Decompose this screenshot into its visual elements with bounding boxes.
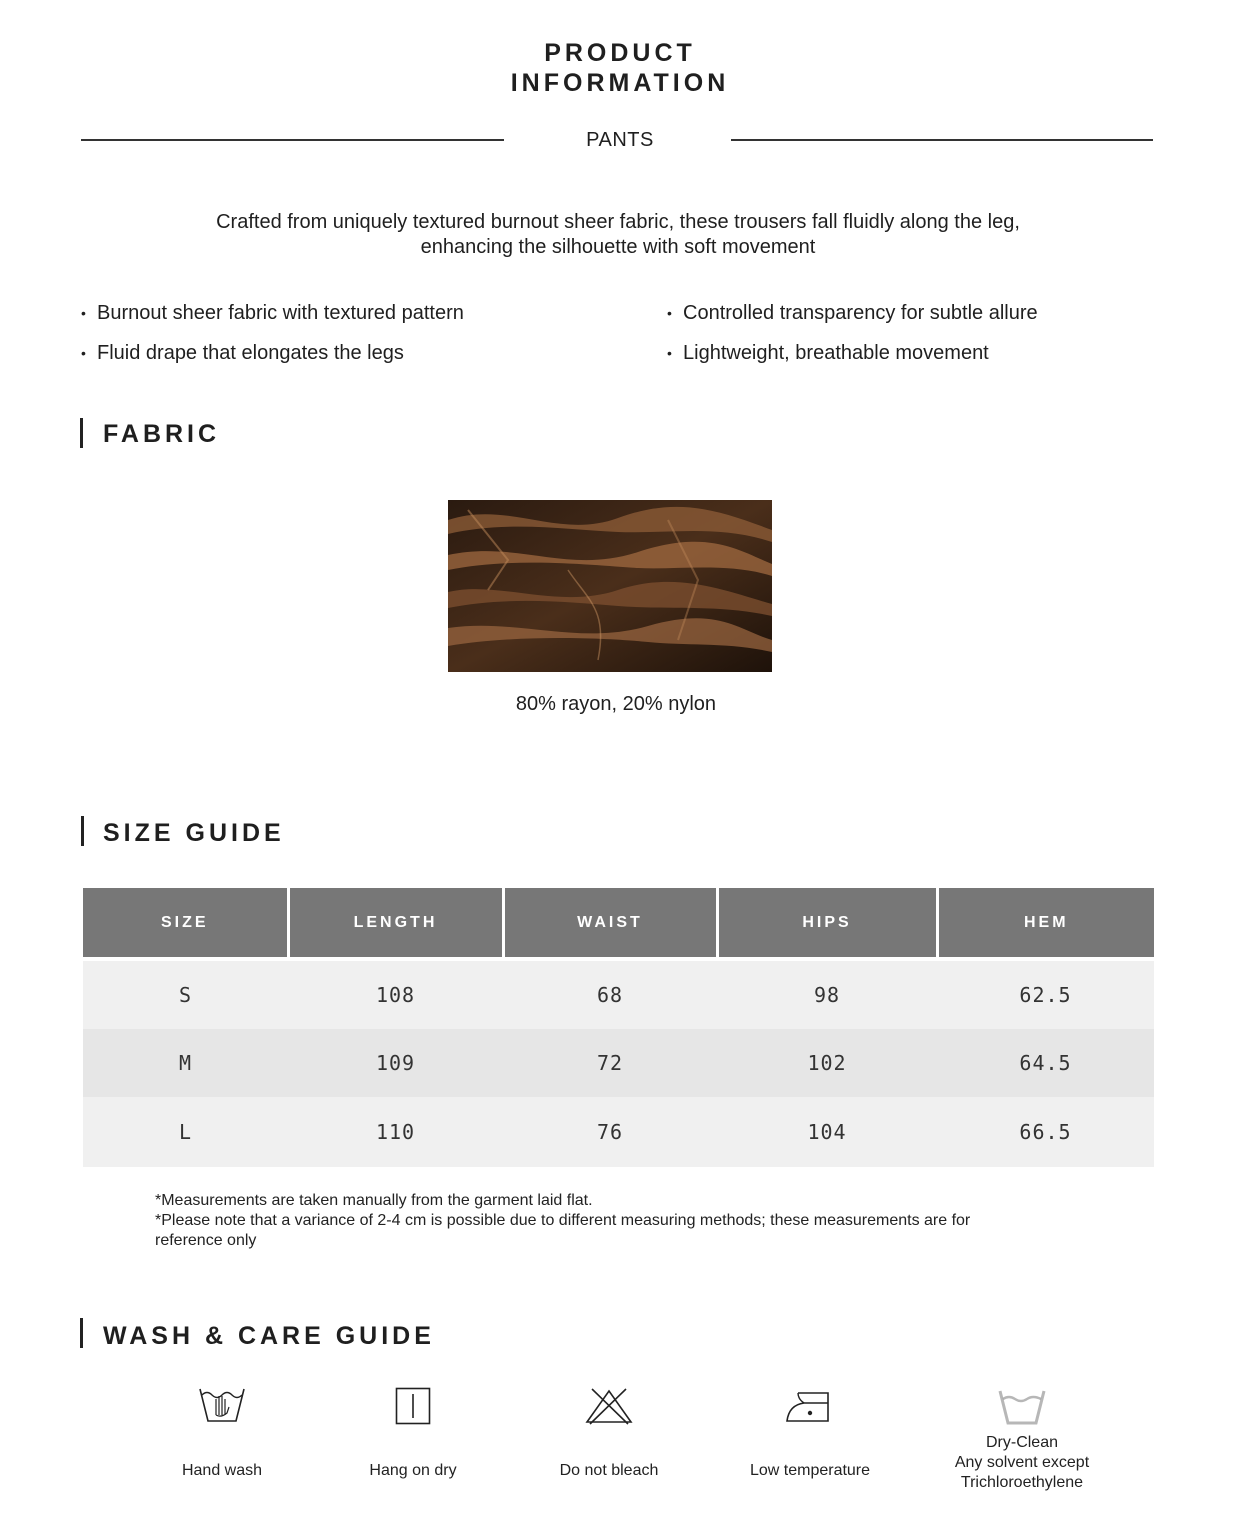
care-label: Hang on dry <box>369 1462 457 1479</box>
table-cell: 66.5 <box>937 1097 1154 1167</box>
table-cell: 108 <box>288 961 503 1029</box>
feature-text: Controlled transparency for subtle allure <box>683 302 1038 324</box>
care-label: Hand wash <box>181 1462 263 1479</box>
table-header-row <box>83 888 1154 957</box>
fabric-swatch-graphic <box>448 500 772 672</box>
table-cell: L <box>83 1097 288 1167</box>
bullet-icon: • <box>667 305 672 321</box>
fabric-heading: FABRIC <box>103 420 221 448</box>
note-line: *Measurements are taken manually from the garment laid flat. <box>155 1192 593 1209</box>
table-cell: 110 <box>288 1097 503 1167</box>
fabric-swatch-image <box>448 500 772 672</box>
feature-item <box>81 341 404 365</box>
divider-right <box>731 139 1153 141</box>
size-table <box>83 888 1154 1167</box>
care-item-hand-wash <box>132 1385 312 1481</box>
hand-wash-icon <box>197 1385 247 1427</box>
table-cell: 62.5 <box>937 961 1154 1029</box>
fabric-composition: 80% rayon, 20% nylon <box>515 693 717 715</box>
care-item-hang-dry <box>323 1387 503 1481</box>
care-label: Any solvent except <box>954 1454 1090 1471</box>
note-line: reference only <box>155 1232 257 1249</box>
feature-item <box>667 341 989 365</box>
section-marker <box>80 418 83 448</box>
bullet-icon: • <box>81 305 86 321</box>
feature-item <box>667 301 1038 325</box>
section-marker <box>81 816 84 846</box>
feature-item <box>81 301 464 325</box>
care-label: Trichloroethylene <box>960 1474 1084 1491</box>
column-header-length: LENGTH <box>288 888 503 957</box>
section-marker <box>80 1318 83 1348</box>
iron-low-icon <box>784 1387 836 1425</box>
description-line1: Crafted from uniquely textured burnout sheer fabric, these trousers fall fluidly along the leg, <box>216 211 1020 233</box>
table-cell: 76 <box>503 1097 717 1167</box>
column-header-waist: WAIST <box>503 888 717 957</box>
table-cell: M <box>83 1029 288 1097</box>
size-guide-heading: SIZE GUIDE <box>103 819 285 847</box>
feature-text: Fluid drape that elongates the legs <box>97 342 404 364</box>
bullet-icon: • <box>81 345 86 361</box>
do-not-bleach-icon <box>584 1387 634 1425</box>
table-cell: 64.5 <box>937 1029 1154 1097</box>
table-row <box>83 1097 1154 1167</box>
page-title-line2: INFORMATION <box>510 69 730 97</box>
column-header-size: SIZE <box>83 888 288 957</box>
measurement-notes <box>155 1191 1035 1251</box>
feature-text: Lightweight, breathable movement <box>683 342 989 364</box>
care-label: Dry-Clean <box>985 1434 1058 1451</box>
care-item-no-bleach <box>519 1387 699 1481</box>
bullet-icon: • <box>667 345 672 361</box>
table-cell: 98 <box>717 961 937 1029</box>
table-row <box>83 961 1154 1029</box>
table-cell: 109 <box>288 1029 503 1097</box>
table-cell: 72 <box>503 1029 717 1097</box>
table-cell: 68 <box>503 961 717 1029</box>
table-cell: S <box>83 961 288 1029</box>
description-line2: enhancing the silhouette with soft movement <box>420 236 816 258</box>
care-item-iron-low <box>720 1387 900 1481</box>
page-title <box>0 38 1240 98</box>
table-cell: 104 <box>717 1097 937 1167</box>
care-guide-heading: WASH & CARE GUIDE <box>103 1322 435 1350</box>
care-item-dry-clean <box>932 1387 1112 1493</box>
column-header-hips: HIPS <box>717 888 937 957</box>
feature-text: Burnout sheer fabric with textured pattern <box>97 302 464 324</box>
product-category: PANTS <box>586 129 654 151</box>
page-title-line1: PRODUCT <box>544 39 696 67</box>
hang-dry-icon <box>395 1387 431 1425</box>
product-description <box>150 210 1086 260</box>
dry-clean-icon <box>997 1387 1047 1427</box>
care-label: Low temperature <box>749 1462 871 1479</box>
note-line: *Please note that a variance of 2-4 cm is possible due to different measuring methods; these measurements are for <box>155 1212 971 1229</box>
table-row <box>83 1029 1154 1097</box>
column-header-hem: HEM <box>937 888 1154 957</box>
care-label: Do not bleach <box>559 1462 659 1479</box>
table-cell: 102 <box>717 1029 937 1097</box>
